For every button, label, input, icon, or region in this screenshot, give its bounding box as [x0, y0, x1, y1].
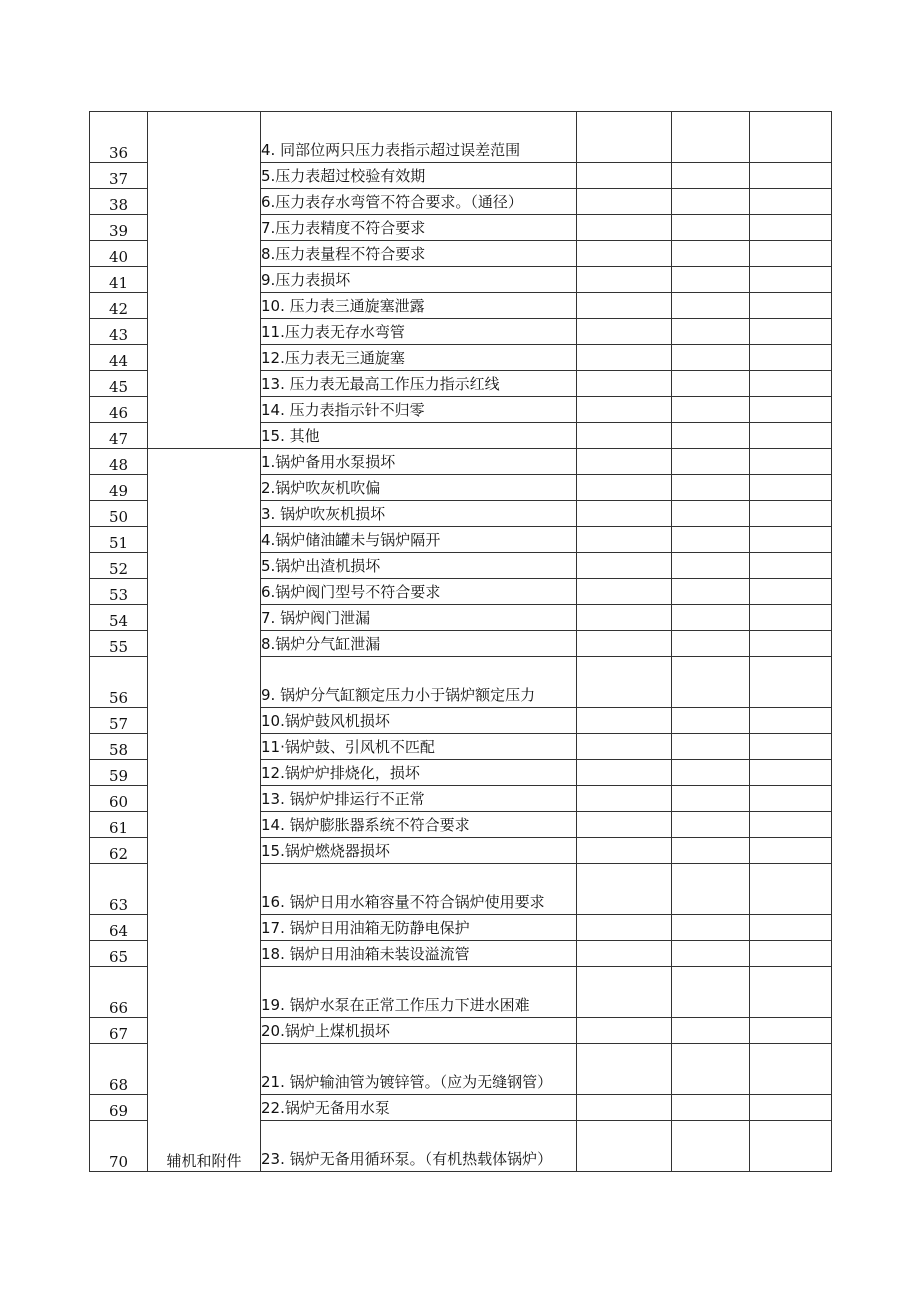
empty-cell: [672, 112, 750, 163]
empty-cell: [750, 215, 832, 241]
empty-cell: [577, 708, 672, 734]
inspection-item: 7.压力表精度不符合要求: [261, 215, 577, 241]
row-number: 63: [90, 864, 148, 915]
inspection-item: 20.锅炉上煤机损坏: [261, 1018, 577, 1044]
empty-cell: [750, 941, 832, 967]
inspection-table: [89, 111, 832, 1172]
empty-cell: [577, 967, 672, 1018]
empty-cell: [672, 734, 750, 760]
inspection-item: 5.压力表超过校验有效期: [261, 163, 577, 189]
empty-cell: [577, 163, 672, 189]
empty-cell: [672, 838, 750, 864]
empty-cell: [750, 189, 832, 215]
empty-cell: [750, 112, 832, 163]
row-number: 70: [90, 1121, 148, 1172]
row-number: 39: [90, 215, 148, 241]
inspection-item: 15. 其他: [261, 423, 577, 449]
row-number: 64: [90, 915, 148, 941]
row-number: 69: [90, 1095, 148, 1121]
row-number: 38: [90, 189, 148, 215]
empty-cell: [577, 579, 672, 605]
empty-cell: [672, 812, 750, 838]
empty-cell: [672, 215, 750, 241]
row-number: 51: [90, 527, 148, 553]
empty-cell: [672, 163, 750, 189]
empty-cell: [750, 579, 832, 605]
inspection-item: 13. 锅炉炉排运行不正常: [261, 786, 577, 812]
row-number: 40: [90, 241, 148, 267]
empty-cell: [672, 501, 750, 527]
category-cell: 辅机和附件: [148, 449, 261, 1172]
empty-cell: [672, 319, 750, 345]
row-number: 44: [90, 345, 148, 371]
inspection-item: 10. 压力表三通旋塞泄露: [261, 293, 577, 319]
empty-cell: [750, 760, 832, 786]
empty-cell: [577, 812, 672, 838]
row-number: 57: [90, 708, 148, 734]
row-number: 53: [90, 579, 148, 605]
empty-cell: [750, 241, 832, 267]
empty-cell: [750, 397, 832, 423]
empty-cell: [750, 319, 832, 345]
empty-cell: [577, 553, 672, 579]
row-number: 37: [90, 163, 148, 189]
empty-cell: [672, 631, 750, 657]
inspection-table-body: [90, 112, 832, 1172]
empty-cell: [750, 449, 832, 475]
table-row: [90, 112, 832, 163]
row-number: 45: [90, 371, 148, 397]
empty-cell: [577, 319, 672, 345]
empty-cell: [577, 371, 672, 397]
empty-cell: [577, 449, 672, 475]
empty-cell: [672, 475, 750, 501]
empty-cell: [750, 371, 832, 397]
row-number: 61: [90, 812, 148, 838]
empty-cell: [577, 112, 672, 163]
empty-cell: [577, 527, 672, 553]
empty-cell: [672, 605, 750, 631]
empty-cell: [750, 553, 832, 579]
empty-cell: [577, 1044, 672, 1095]
empty-cell: [750, 915, 832, 941]
empty-cell: [750, 812, 832, 838]
table-row: [90, 449, 832, 475]
empty-cell: [672, 1044, 750, 1095]
empty-cell: [750, 864, 832, 915]
empty-cell: [750, 423, 832, 449]
empty-cell: [577, 293, 672, 319]
empty-cell: [672, 941, 750, 967]
inspection-item: 22.锅炉无备用水泵: [261, 1095, 577, 1121]
row-number: 55: [90, 631, 148, 657]
row-number: 52: [90, 553, 148, 579]
empty-cell: [750, 163, 832, 189]
empty-cell: [750, 1121, 832, 1172]
empty-cell: [672, 579, 750, 605]
empty-cell: [750, 1018, 832, 1044]
empty-cell: [750, 657, 832, 708]
row-number: 60: [90, 786, 148, 812]
row-number: 42: [90, 293, 148, 319]
row-number: 67: [90, 1018, 148, 1044]
empty-cell: [672, 293, 750, 319]
empty-cell: [577, 1095, 672, 1121]
empty-cell: [577, 1018, 672, 1044]
inspection-item: 11·锅炉鼓、引风机不匹配: [261, 734, 577, 760]
empty-cell: [577, 657, 672, 708]
inspection-item: 18. 锅炉日用油箱未装设溢流管: [261, 941, 577, 967]
empty-cell: [750, 967, 832, 1018]
empty-cell: [577, 760, 672, 786]
inspection-item: 2.锅炉吹灰机吹偏: [261, 475, 577, 501]
empty-cell: [577, 838, 672, 864]
category-cell: [148, 112, 261, 449]
empty-cell: [750, 267, 832, 293]
empty-cell: [577, 605, 672, 631]
row-number: 62: [90, 838, 148, 864]
empty-cell: [672, 760, 750, 786]
inspection-item: 1.锅炉备用水泵损坏: [261, 449, 577, 475]
empty-cell: [577, 189, 672, 215]
inspection-item: 12.压力表无三通旋塞: [261, 345, 577, 371]
empty-cell: [672, 708, 750, 734]
empty-cell: [672, 527, 750, 553]
empty-cell: [577, 397, 672, 423]
empty-cell: [577, 501, 672, 527]
inspection-item: 12.锅炉炉排烧化，损坏: [261, 760, 577, 786]
empty-cell: [672, 967, 750, 1018]
row-number: 46: [90, 397, 148, 423]
empty-cell: [750, 1095, 832, 1121]
empty-cell: [672, 449, 750, 475]
inspection-item: 4. 同部位两只压力表指示超过误差范围: [261, 112, 577, 163]
empty-cell: [750, 475, 832, 501]
row-number: 59: [90, 760, 148, 786]
inspection-item: 8.压力表量程不符合要求: [261, 241, 577, 267]
row-number: 47: [90, 423, 148, 449]
empty-cell: [750, 786, 832, 812]
row-number: 50: [90, 501, 148, 527]
row-number: 54: [90, 605, 148, 631]
empty-cell: [577, 215, 672, 241]
empty-cell: [750, 838, 832, 864]
empty-cell: [577, 734, 672, 760]
inspection-item: 11.压力表无存水弯管: [261, 319, 577, 345]
inspection-item: 3. 锅炉吹灰机损坏: [261, 501, 577, 527]
row-number: 65: [90, 941, 148, 967]
inspection-item: 14. 压力表指示针不归零: [261, 397, 577, 423]
empty-cell: [672, 1018, 750, 1044]
empty-cell: [750, 631, 832, 657]
inspection-item: 15.锅炉燃烧器损坏: [261, 838, 577, 864]
empty-cell: [577, 267, 672, 293]
empty-cell: [672, 1121, 750, 1172]
empty-cell: [577, 241, 672, 267]
empty-cell: [672, 397, 750, 423]
empty-cell: [672, 267, 750, 293]
empty-cell: [577, 631, 672, 657]
empty-cell: [672, 345, 750, 371]
empty-cell: [672, 371, 750, 397]
empty-cell: [750, 293, 832, 319]
inspection-item: 23. 锅炉无备用循环泵。（有机热载体锅炉）: [261, 1121, 577, 1172]
inspection-item: 9. 锅炉分气缸额定压力小于锅炉额定压力: [261, 657, 577, 708]
inspection-item: 19. 锅炉水泵在正常工作压力下进水困难: [261, 967, 577, 1018]
empty-cell: [672, 915, 750, 941]
empty-cell: [750, 345, 832, 371]
empty-cell: [750, 708, 832, 734]
inspection-item: 6.压力表存水弯管不符合要求。（通径）: [261, 189, 577, 215]
empty-cell: [577, 345, 672, 371]
empty-cell: [577, 423, 672, 449]
row-number: 49: [90, 475, 148, 501]
empty-cell: [577, 786, 672, 812]
empty-cell: [672, 241, 750, 267]
inspection-item: 5.锅炉出渣机损坏: [261, 553, 577, 579]
row-number: 41: [90, 267, 148, 293]
empty-cell: [672, 657, 750, 708]
inspection-item: 10.锅炉鼓风机损坏: [261, 708, 577, 734]
empty-cell: [577, 941, 672, 967]
inspection-item: 7. 锅炉阀门泄漏: [261, 605, 577, 631]
inspection-item: 8.锅炉分气缸泄漏: [261, 631, 577, 657]
empty-cell: [672, 189, 750, 215]
empty-cell: [672, 423, 750, 449]
row-number: 66: [90, 967, 148, 1018]
empty-cell: [577, 915, 672, 941]
inspection-item: 17. 锅炉日用油箱无防静电保护: [261, 915, 577, 941]
empty-cell: [750, 1044, 832, 1095]
empty-cell: [672, 786, 750, 812]
empty-cell: [577, 475, 672, 501]
empty-cell: [672, 864, 750, 915]
empty-cell: [750, 501, 832, 527]
row-number: 43: [90, 319, 148, 345]
empty-cell: [750, 734, 832, 760]
empty-cell: [750, 527, 832, 553]
inspection-item: 21. 锅炉输油管为镀锌管。（应为无缝钢管）: [261, 1044, 577, 1095]
empty-cell: [750, 605, 832, 631]
row-number: 68: [90, 1044, 148, 1095]
empty-cell: [577, 1121, 672, 1172]
inspection-item: 13. 压力表无最高工作压力指示红线: [261, 371, 577, 397]
row-number: 48: [90, 449, 148, 475]
empty-cell: [672, 1095, 750, 1121]
inspection-item: 4.锅炉储油罐未与锅炉隔开: [261, 527, 577, 553]
inspection-item: 16. 锅炉日用水箱容量不符合锅炉使用要求: [261, 864, 577, 915]
inspection-item: 6.锅炉阀门型号不符合要求: [261, 579, 577, 605]
row-number: 56: [90, 657, 148, 708]
row-number: 58: [90, 734, 148, 760]
inspection-item: 9.压力表损坏: [261, 267, 577, 293]
empty-cell: [672, 553, 750, 579]
empty-cell: [577, 864, 672, 915]
inspection-item: 14. 锅炉膨胀器系统不符合要求: [261, 812, 577, 838]
row-number: 36: [90, 112, 148, 163]
